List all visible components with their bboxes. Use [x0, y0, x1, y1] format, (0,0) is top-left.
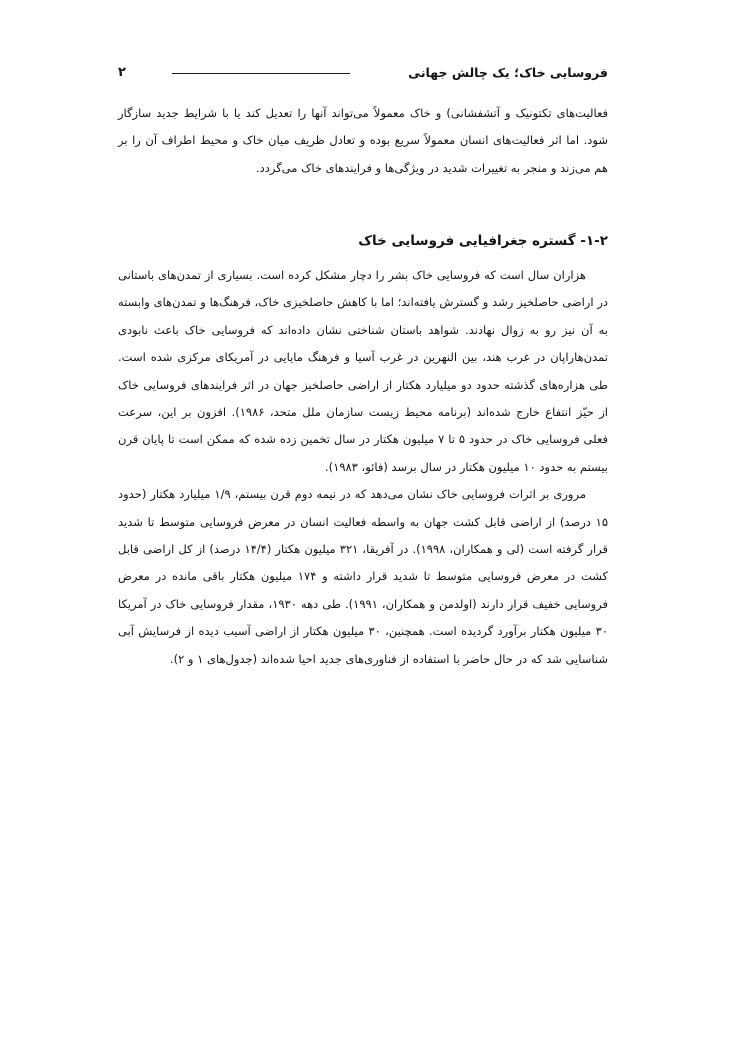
section-paragraph-1: هزاران سال است که فروسایی خاک بشر را دچار مشکل کرده است. بسیاری از تمدن‌های باستانی در اراضی حاصلخیز رشد و گسترش یافته‌اند؛ اما با کاهش حاصلخیزی خاک، فرهنگ‌ها و تمدن‌های وابسته به آن نیز رو به زوال نهادند. شواهد باستان شناختی نشان داده‌اند که فروسایی خاک باعث نابودی تمدن‌هاراپان در غرب هند، بین النهرین در غرب آسیا و فرهنگ مایایی در آمریکای مرکزی شده است. طی هزاره‌های گذشته حدود دو میلیارد هکتار از اراضی حاصلخیز جهان در اثر فرایندهای فروسایی خاک از حیّز انتفاع خارج شده‌اند (برنامه محیط زیست سازمان ملل متحد، ۱۹۸۶). افزون بر این، سرعت فعلی فروسایی خاک در حدود ۵ تا ۷ میلیون هکتار در سال تخمین زده شده که ممکن است تا پایان قرن بیستم به حدود ۱۰ میلیون هکتار در سال برسد (فائو، ۱۹۸۳).: [118, 268, 608, 474]
page-number: ۲: [118, 65, 126, 80]
section-paragraph-2: مروری بر اثرات فروسایی خاک نشان می‌دهد که در نیمه دوم قرن بیستم، ۱/۹ میلیارد هکتار (حدود ۱۵ درصد) از اراضی قابل کشت جهان به واسطه فعالیت انسان در معرض فروسایی متوسط تا شدید قرار گرفته است (لی و همکاران، ۱۹۹۸). در آفریقا، ۳۲۱ میلیون هکتار (۱۴/۴ درصد) از کل اراضی قابل کشت در معرض فروسایی متوسط تا شدید قرار داشته و ۱۷۴ میلیون هکتار باقی مانده در معرض فروسایی خفیف قرار دارند (اولدمن و همکاران، ۱۹۹۱). طی دهه ۱۹۳۰، مقدار فروسایی خاک در آمریکا ۳۰ میلیون هکتار برآورد گردیده است. همچنین، ۳۰ میلیون هکتار از اراضی آسیب دیده از فرسایش آبی شناسایی شد که در حال حاضر با استفاده از فناوری‌های جدید احیا شده‌اند (جدول‌های ۱ و ۲).: [118, 487, 608, 666]
section-body: [118, 262, 608, 673]
continuation-text: [118, 100, 608, 182]
header-rule: [172, 73, 350, 74]
chapter-title: فروسایی خاک؛ یک چالش جهانی: [408, 65, 608, 80]
running-header: [118, 62, 608, 84]
continuation-paragraph: فعالیت‌های تکتونیک و آتشفشانی) و خاک معمولاً می‌تواند آنها را تعدیل کند یا با شرایط جدید سازگار شود. اما اثر فعالیت‌های انسان معمولاً سریع بوده و تعادل ظریف میان خاک و محیط اطراف آن را بر هم می‌زند و منجر به تغییرات شدید در ویژگی‌ها و فرایندهای خاک می‌گردد.: [118, 106, 608, 175]
section-heading: ۱-۲- گستره جغرافیایی فروسایی خاک: [358, 233, 608, 249]
